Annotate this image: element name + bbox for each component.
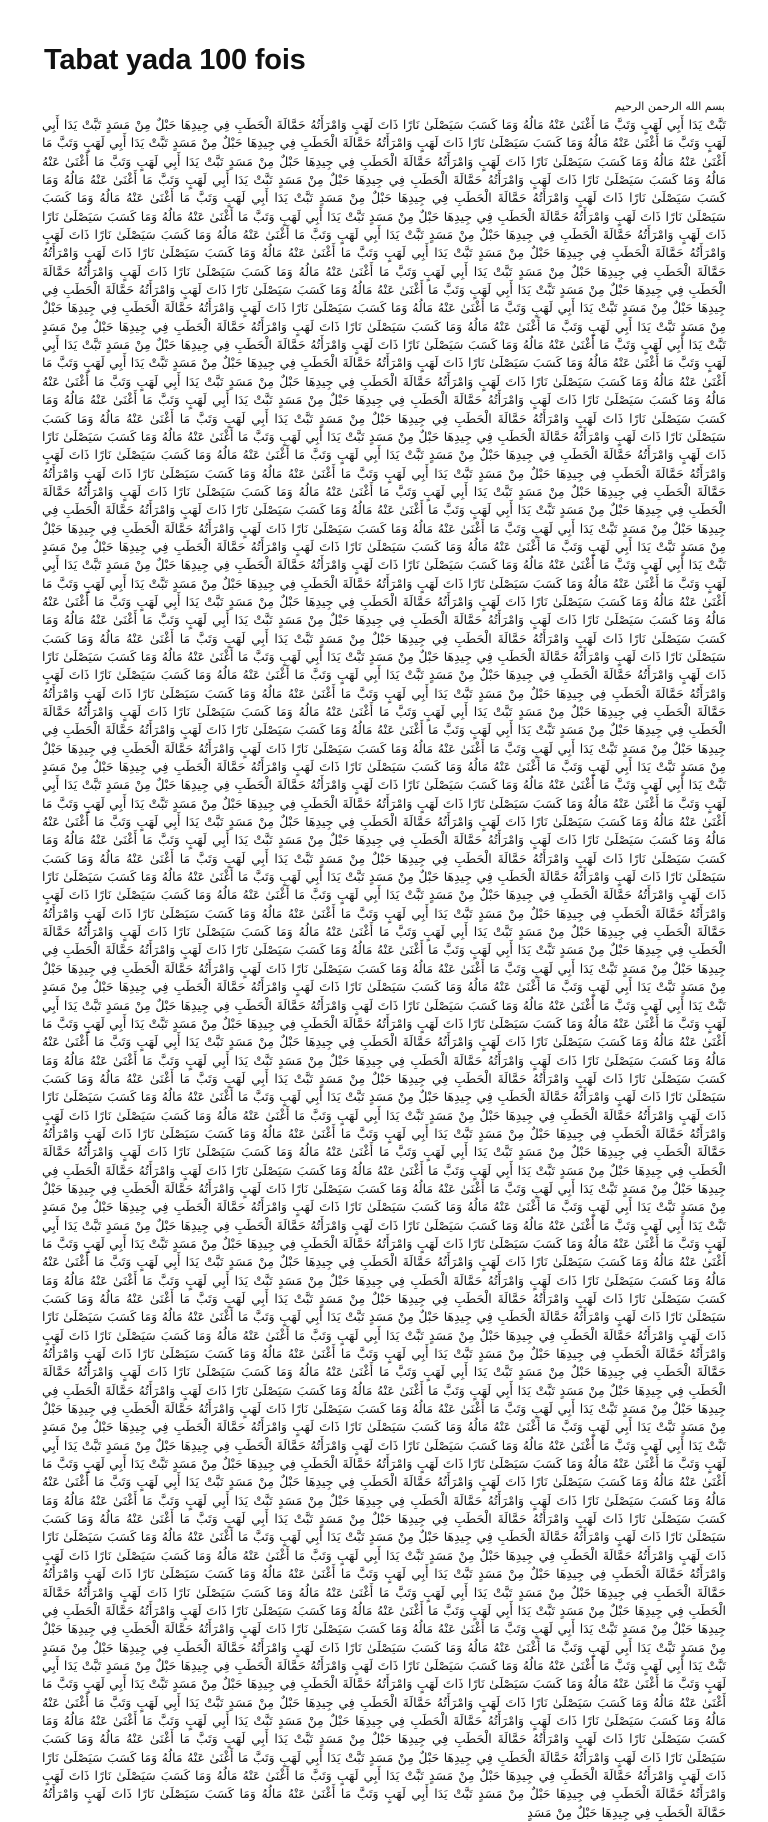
page-title: Tabat yada 100 fois (44, 44, 306, 76)
repeated-verse-text: تَبَّتْ يَدَا أَبِي لَهَبٍ وَتَبَّ مَا أَغْنَىٰ عَنْهُ مَالُهُ وَمَا كَسَبَ سَيَصْلَىٰ نَارًا ذَاتَ لَهَبٍ وَامْرَأَتُهُ حَمَّالَةَ الْحَطَبِ فِي جِيدِهَا حَبْلٌ مِنْ مَسَدٍ تَبَّتْ يَدَا أَبِي لَهَبٍ وَتَبَّ مَا أَغْنَىٰ عَنْهُ مَالُهُ وَمَا كَسَبَ سَيَصْلَىٰ نَارًا ذَاتَ لَهَبٍ وَامْرَأَتُهُ حَمَّالَةَ الْحَطَبِ فِي جِيدِهَا حَبْلٌ مِنْ مَسَدٍ تَبَّتْ يَدَا أَبِي لَهَبٍ وَتَبَّ مَا أَغْنَىٰ عَنْهُ مَالُهُ وَمَا كَسَبَ سَيَصْلَىٰ نَارًا ذَاتَ لَهَبٍ وَامْرَأَتُهُ حَمَّالَةَ الْحَطَبِ فِي جِيدِهَا حَبْلٌ مِنْ مَسَدٍ تَبَّتْ يَدَا أَبِي لَهَبٍ وَتَبَّ مَا أَغْنَىٰ عَنْهُ مَالُهُ وَمَا كَسَبَ سَيَصْلَىٰ نَارًا ذَاتَ لَهَبٍ وَامْرَأَتُهُ حَمَّالَةَ الْحَطَبِ فِي جِيدِهَا حَبْلٌ مِنْ مَسَدٍ تَبَّتْ يَدَا أَبِي لَهَبٍ وَتَبَّ مَا أَغْنَىٰ عَنْهُ مَالُهُ وَمَا كَسَبَ سَيَصْلَىٰ نَارًا ذَاتَ لَهَبٍ وَامْرَأَتُهُ حَمَّالَةَ الْحَطَبِ فِي جِيدِهَا حَبْلٌ مِنْ مَسَدٍ تَبَّتْ يَدَا أَبِي لَهَبٍ وَتَبَّ مَا أَغْنَىٰ عَنْهُ مَالُهُ وَمَا كَسَبَ سَيَصْلَىٰ نَارًا ذَاتَ لَهَبٍ وَامْرَأَتُهُ حَمَّالَةَ الْحَطَبِ فِي جِيدِهَا حَبْلٌ مِنْ مَسَدٍ تَبَّتْ يَدَا أَبِي لَهَبٍ وَتَبَّ مَا أَغْنَىٰ عَنْهُ مَالُهُ وَمَا كَسَبَ سَيَصْلَىٰ نَارًا ذَاتَ لَهَبٍ وَامْرَأَتُهُ حَمَّالَةَ الْحَطَبِ فِي جِيدِهَا حَبْلٌ مِنْ مَسَدٍ تَبَّتْ يَدَا أَبِي لَهَبٍ وَتَبَّ مَا أَغْنَىٰ عَنْهُ مَالُهُ وَمَا كَسَبَ سَيَصْلَىٰ نَارًا ذَاتَ لَهَبٍ وَامْرَأَتُهُ حَمَّالَةَ الْحَطَبِ فِي جِيدِهَا حَبْلٌ مِنْ مَسَدٍ تَبَّتْ يَدَا أَبِي لَهَبٍ وَتَبَّ مَا أَغْنَىٰ عَنْهُ مَالُهُ وَمَا كَسَبَ سَيَصْلَىٰ نَارًا ذَاتَ لَهَبٍ وَامْرَأَتُهُ حَمَّالَةَ الْحَطَبِ فِي جِيدِهَا حَبْلٌ مِنْ مَسَدٍ تَبَّتْ يَدَا أَبِي لَهَبٍ وَتَبَّ مَا أَغْنَىٰ عَنْهُ مَالُهُ وَمَا كَسَبَ سَيَصْلَىٰ نَارًا ذَاتَ لَهَبٍ وَامْرَأَتُهُ حَمَّالَةَ الْحَطَبِ فِي جِيدِهَا حَبْلٌ مِنْ مَسَدٍ تَبَّتْ يَدَا أَبِي لَهَبٍ وَتَبَّ مَا أَغْنَىٰ عَنْهُ مَالُهُ وَمَا كَسَبَ سَيَصْلَىٰ نَارًا ذَاتَ لَهَبٍ وَامْرَأَتُهُ حَمَّالَةَ الْحَطَبِ فِي جِيدِهَا حَبْلٌ مِنْ مَسَدٍ تَبَّتْ يَدَا أَبِي لَهَبٍ وَتَبَّ مَا أَغْنَىٰ عَنْهُ مَالُهُ وَمَا كَسَبَ سَيَصْلَىٰ نَارًا ذَاتَ لَهَبٍ وَامْرَأَتُهُ حَمَّالَةَ الْحَطَبِ فِي جِيدِهَا حَبْلٌ مِنْ مَسَدٍ تَبَّتْ يَدَا أَبِي لَهَبٍ وَتَبَّ مَا أَغْنَىٰ عَنْهُ مَالُهُ وَمَا كَسَبَ سَيَصْلَىٰ نَارًا ذَاتَ لَهَبٍ وَامْرَأَتُهُ حَمَّالَةَ الْحَطَبِ فِي جِيدِهَا حَبْلٌ مِنْ مَسَدٍ تَبَّتْ يَدَا أَبِي لَهَبٍ وَتَبَّ مَا أَغْنَىٰ عَنْهُ مَالُهُ وَمَا كَسَبَ سَيَصْلَىٰ نَارًا ذَاتَ لَهَبٍ وَامْرَأَتُهُ حَمَّالَةَ الْحَطَبِ فِي جِيدِهَا حَبْلٌ مِنْ مَسَدٍ تَبَّتْ يَدَا أَبِي لَهَبٍ وَتَبَّ مَا أَغْنَىٰ عَنْهُ مَالُهُ وَمَا كَسَبَ سَيَصْلَىٰ نَارًا ذَاتَ لَهَبٍ وَامْرَأَتُهُ حَمَّالَةَ الْحَطَبِ فِي جِيدِهَا حَبْلٌ مِنْ مَسَدٍ تَبَّتْ يَدَا أَبِي لَهَبٍ وَتَبَّ مَا أَغْنَىٰ عَنْهُ مَالُهُ وَمَا كَسَبَ سَيَصْلَىٰ نَارًا ذَاتَ لَهَبٍ وَامْرَأَتُهُ حَمَّالَةَ الْحَطَبِ فِي جِيدِهَا حَبْلٌ مِنْ مَسَدٍ تَبَّتْ يَدَا أَبِي لَهَبٍ وَتَبَّ مَا أَغْنَىٰ عَنْهُ مَالُهُ وَمَا كَسَبَ سَيَصْلَىٰ نَارًا ذَاتَ لَهَبٍ وَامْرَأَتُهُ حَمَّالَةَ الْحَطَبِ فِي جِيدِهَا حَبْلٌ مِنْ مَسَدٍ تَبَّتْ يَدَا أَبِي لَهَبٍ وَتَبَّ مَا أَغْنَىٰ عَنْهُ مَالُهُ وَمَا كَسَبَ سَيَصْلَىٰ نَارًا ذَاتَ لَهَبٍ وَامْرَأَتُهُ حَمَّالَةَ الْحَطَبِ فِي جِيدِهَا حَبْلٌ مِنْ مَسَدٍ تَبَّتْ يَدَا أَبِي لَهَبٍ وَتَبَّ مَا أَغْنَىٰ عَنْهُ مَالُهُ وَمَا كَسَبَ سَيَصْلَىٰ نَارًا ذَاتَ لَهَبٍ وَامْرَأَتُهُ حَمَّالَةَ الْحَطَبِ فِي جِيدِهَا حَبْلٌ مِنْ مَسَدٍ تَبَّتْ يَدَا أَبِي لَهَبٍ وَتَبَّ مَا أَغْنَىٰ عَنْهُ مَالُهُ وَمَا كَسَبَ سَيَصْلَىٰ نَارًا ذَاتَ لَهَبٍ وَامْرَأَتُهُ حَمَّالَةَ الْحَطَبِ فِي جِيدِهَا حَبْلٌ مِنْ مَسَدٍ تَبَّتْ يَدَا أَبِي لَهَبٍ وَتَبَّ مَا أَغْنَىٰ عَنْهُ مَالُهُ وَمَا كَسَبَ سَيَصْلَىٰ نَارًا ذَاتَ لَهَبٍ وَامْرَأَتُهُ حَمَّالَةَ الْحَطَبِ فِي جِيدِهَا حَبْلٌ مِنْ مَسَدٍ تَبَّتْ يَدَا أَبِي لَهَبٍ وَتَبَّ مَا أَغْنَىٰ عَنْهُ مَالُهُ وَمَا كَسَبَ سَيَصْلَىٰ نَارًا ذَاتَ لَهَبٍ وَامْرَأَتُهُ حَمَّالَةَ الْحَطَبِ فِي جِيدِهَا حَبْلٌ مِنْ مَسَدٍ تَبَّتْ يَدَا أَبِي لَهَبٍ وَتَبَّ مَا أَغْنَىٰ عَنْهُ مَالُهُ وَمَا كَسَبَ سَيَصْلَىٰ نَارًا ذَاتَ لَهَبٍ وَامْرَأَتُهُ حَمَّالَةَ الْحَطَبِ فِي جِيدِهَا حَبْلٌ مِنْ مَسَدٍ تَبَّتْ يَدَا أَبِي لَهَبٍ وَتَبَّ مَا أَغْنَىٰ عَنْهُ مَالُهُ وَمَا كَسَبَ سَيَصْلَىٰ نَارًا ذَاتَ لَهَبٍ وَامْرَأَتُهُ حَمَّالَةَ الْحَطَبِ فِي جِيدِهَا حَبْلٌ مِنْ مَسَدٍ تَبَّتْ يَدَا أَبِي لَهَبٍ وَتَبَّ مَا أَغْنَىٰ عَنْهُ مَالُهُ وَمَا كَسَبَ سَيَصْلَىٰ نَارًا ذَاتَ لَهَبٍ وَامْرَأَتُهُ حَمَّالَةَ الْحَطَبِ فِي جِيدِهَا حَبْلٌ مِنْ مَسَدٍ تَبَّتْ يَدَا أَبِي لَهَبٍ وَتَبَّ مَا أَغْنَىٰ عَنْهُ مَالُهُ وَمَا كَسَبَ سَيَصْلَىٰ نَارًا ذَاتَ لَهَبٍ وَامْرَأَتُهُ حَمَّالَةَ الْحَطَبِ فِي جِيدِهَا حَبْلٌ مِنْ مَسَدٍ تَبَّتْ يَدَا أَبِي لَهَبٍ وَتَبَّ مَا أَغْنَىٰ عَنْهُ مَالُهُ وَمَا كَسَبَ سَيَصْلَىٰ نَارًا ذَاتَ لَهَبٍ وَامْرَأَتُهُ حَمَّالَةَ الْحَطَبِ فِي جِيدِهَا حَبْلٌ مِنْ مَسَدٍ تَبَّتْ يَدَا أَبِي لَهَبٍ وَتَبَّ مَا أَغْنَىٰ عَنْهُ مَالُهُ وَمَا كَسَبَ سَيَصْلَىٰ نَارًا ذَاتَ لَهَبٍ وَامْرَأَتُهُ حَمَّالَةَ الْحَطَبِ فِي جِيدِهَا حَبْلٌ مِنْ مَسَدٍ تَبَّتْ يَدَا أَبِي لَهَبٍ وَتَبَّ مَا أَغْنَىٰ عَنْهُ مَالُهُ وَمَا كَسَبَ سَيَصْلَىٰ نَارًا ذَاتَ لَهَبٍ وَامْرَأَتُهُ حَمَّالَةَ الْحَطَبِ فِي جِيدِهَا حَبْلٌ مِنْ مَسَدٍ تَبَّتْ يَدَا أَبِي لَهَبٍ وَتَبَّ مَا أَغْنَىٰ عَنْهُ مَالُهُ وَمَا كَسَبَ سَيَصْلَىٰ نَارًا ذَاتَ لَهَبٍ وَامْرَأَتُهُ حَمَّالَةَ الْحَطَبِ فِي جِيدِهَا حَبْلٌ مِنْ مَسَدٍ تَبَّتْ يَدَا أَبِي لَهَبٍ وَتَبَّ مَا أَغْنَىٰ عَنْهُ مَالُهُ وَمَا كَسَبَ سَيَصْلَىٰ نَارًا ذَاتَ لَهَبٍ وَامْرَأَتُهُ حَمَّالَةَ الْحَطَبِ فِي جِيدِهَا حَبْلٌ مِنْ مَسَدٍ تَبَّتْ يَدَا أَبِي لَهَبٍ وَتَبَّ مَا أَغْنَىٰ عَنْهُ مَالُهُ وَمَا كَسَبَ سَيَصْلَىٰ نَارًا ذَاتَ لَهَبٍ وَامْرَأَتُهُ حَمَّالَةَ الْحَطَبِ فِي جِيدِهَا حَبْلٌ مِنْ مَسَدٍ تَبَّتْ يَدَا أَبِي لَهَبٍ وَتَبَّ مَا أَغْنَىٰ عَنْهُ مَالُهُ وَمَا كَسَبَ سَيَصْلَىٰ نَارًا ذَاتَ لَهَبٍ وَامْرَأَتُهُ حَمَّالَةَ الْحَطَبِ فِي جِيدِهَا حَبْلٌ مِنْ مَسَدٍ تَبَّتْ يَدَا أَبِي لَهَبٍ وَتَبَّ مَا أَغْنَىٰ عَنْهُ مَالُهُ وَمَا كَسَبَ سَيَصْلَىٰ نَارًا ذَاتَ لَهَبٍ وَامْرَأَتُهُ حَمَّالَةَ الْحَطَبِ فِي جِيدِهَا حَبْلٌ مِنْ مَسَدٍ تَبَّتْ يَدَا أَبِي لَهَبٍ وَتَبَّ مَا أَغْنَىٰ عَنْهُ مَالُهُ وَمَا كَسَبَ سَيَصْلَىٰ نَارًا ذَاتَ لَهَبٍ وَامْرَأَتُهُ حَمَّالَةَ الْحَطَبِ فِي جِيدِهَا حَبْلٌ مِنْ مَسَدٍ تَبَّتْ يَدَا أَبِي لَهَبٍ وَتَبَّ مَا أَغْنَىٰ عَنْهُ مَالُهُ وَمَا كَسَبَ سَيَصْلَىٰ نَارًا ذَاتَ لَهَبٍ وَامْرَأَتُهُ حَمَّالَةَ الْحَطَبِ فِي جِيدِهَا حَبْلٌ مِنْ مَسَدٍ تَبَّتْ يَدَا أَبِي لَهَبٍ وَتَبَّ مَا أَغْنَىٰ عَنْهُ مَالُهُ وَمَا كَسَبَ سَيَصْلَىٰ نَارًا ذَاتَ لَهَبٍ وَامْرَأَتُهُ حَمَّالَةَ الْحَطَبِ فِي جِيدِهَا حَبْلٌ مِنْ مَسَدٍ تَبَّتْ يَدَا أَبِي لَهَبٍ وَتَبَّ مَا أَغْنَىٰ عَنْهُ مَالُهُ وَمَا كَسَبَ سَيَصْلَىٰ نَارًا ذَاتَ لَهَبٍ وَامْرَأَتُهُ حَمَّالَةَ الْحَطَبِ فِي جِيدِهَا حَبْلٌ مِنْ مَسَدٍ تَبَّتْ يَدَا أَبِي لَهَبٍ وَتَبَّ مَا أَغْنَىٰ عَنْهُ مَالُهُ وَمَا كَسَبَ سَيَصْلَىٰ نَارًا ذَاتَ لَهَبٍ وَامْرَأَتُهُ حَمَّالَةَ الْحَطَبِ فِي جِيدِهَا حَبْلٌ مِنْ مَسَدٍ تَبَّتْ يَدَا أَبِي لَهَبٍ وَتَبَّ مَا أَغْنَىٰ عَنْهُ مَالُهُ وَمَا كَسَبَ سَيَصْلَىٰ نَارًا ذَاتَ لَهَبٍ وَامْرَأَتُهُ حَمَّالَةَ الْحَطَبِ فِي جِيدِهَا حَبْلٌ مِنْ مَسَدٍ تَبَّتْ يَدَا أَبِي لَهَبٍ وَتَبَّ مَا أَغْنَىٰ عَنْهُ مَالُهُ وَمَا كَسَبَ سَيَصْلَىٰ نَارًا ذَاتَ لَهَبٍ وَامْرَأَتُهُ حَمَّالَةَ الْحَطَبِ فِي جِيدِهَا حَبْلٌ مِنْ مَسَدٍ تَبَّتْ يَدَا أَبِي لَهَبٍ وَتَبَّ مَا أَغْنَىٰ عَنْهُ مَالُهُ وَمَا كَسَبَ سَيَصْلَىٰ نَارًا ذَاتَ لَهَبٍ وَامْرَأَتُهُ حَمَّالَةَ الْحَطَبِ فِي جِيدِهَا حَبْلٌ مِنْ مَسَدٍ تَبَّتْ يَدَا أَبِي لَهَبٍ وَتَبَّ مَا أَغْنَىٰ عَنْهُ مَالُهُ وَمَا كَسَبَ سَيَصْلَىٰ نَارًا ذَاتَ لَهَبٍ وَامْرَأَتُهُ حَمَّالَةَ الْحَطَبِ فِي جِيدِهَا حَبْلٌ مِنْ مَسَدٍ تَبَّتْ يَدَا أَبِي لَهَبٍ وَتَبَّ مَا أَغْنَىٰ عَنْهُ مَالُهُ وَمَا كَسَبَ سَيَصْلَىٰ نَارًا ذَاتَ لَهَبٍ وَامْرَأَتُهُ حَمَّالَةَ الْحَطَبِ فِي جِيدِهَا حَبْلٌ مِنْ مَسَدٍ تَبَّتْ يَدَا أَبِي لَهَبٍ وَتَبَّ مَا أَغْنَىٰ عَنْهُ مَالُهُ وَمَا كَسَبَ سَيَصْلَىٰ نَارًا ذَاتَ لَهَبٍ وَامْرَأَتُهُ حَمَّالَةَ الْحَطَبِ فِي جِيدِهَا حَبْلٌ مِنْ مَسَدٍ تَبَّتْ يَدَا أَبِي لَهَبٍ وَتَبَّ مَا أَغْنَىٰ عَنْهُ مَالُهُ وَمَا كَسَبَ سَيَصْلَىٰ نَارًا ذَاتَ لَهَبٍ وَامْرَأَتُهُ حَمَّالَةَ الْحَطَبِ فِي جِيدِهَا حَبْلٌ مِنْ مَسَدٍ تَبَّتْ يَدَا أَبِي لَهَبٍ وَتَبَّ مَا أَغْنَىٰ عَنْهُ مَالُهُ وَمَا كَسَبَ سَيَصْلَىٰ نَارًا ذَاتَ لَهَبٍ وَامْرَأَتُهُ حَمَّالَةَ الْحَطَبِ فِي جِيدِهَا حَبْلٌ مِنْ مَسَدٍ تَبَّتْ يَدَا أَبِي لَهَبٍ وَتَبَّ مَا أَغْنَىٰ عَنْهُ مَالُهُ وَمَا كَسَبَ سَيَصْلَىٰ نَارًا ذَاتَ لَهَبٍ وَامْرَأَتُهُ حَمَّالَةَ الْحَطَبِ فِي جِيدِهَا حَبْلٌ مِنْ مَسَدٍ تَبَّتْ يَدَا أَبِي لَهَبٍ وَتَبَّ مَا أَغْنَىٰ عَنْهُ مَالُهُ وَمَا كَسَبَ سَيَصْلَىٰ نَارًا ذَاتَ لَهَبٍ وَامْرَأَتُهُ حَمَّالَةَ الْحَطَبِ فِي جِيدِهَا حَبْلٌ مِنْ مَسَدٍ تَبَّتْ يَدَا أَبِي لَهَبٍ وَتَبَّ مَا أَغْنَىٰ عَنْهُ مَالُهُ وَمَا كَسَبَ سَيَصْلَىٰ نَارًا ذَاتَ لَهَبٍ وَامْرَأَتُهُ حَمَّالَةَ الْحَطَبِ فِي جِيدِهَا حَبْلٌ مِنْ مَسَدٍ تَبَّتْ يَدَا أَبِي لَهَبٍ وَتَبَّ مَا أَغْنَىٰ عَنْهُ مَالُهُ وَمَا كَسَبَ سَيَصْلَىٰ نَارًا ذَاتَ لَهَبٍ وَامْرَأَتُهُ حَمَّالَةَ الْحَطَبِ فِي جِيدِهَا حَبْلٌ مِنْ مَسَدٍ تَبَّتْ يَدَا أَبِي لَهَبٍ وَتَبَّ مَا أَغْنَىٰ عَنْهُ مَالُهُ وَمَا كَسَبَ سَيَصْلَىٰ نَارًا ذَاتَ لَهَبٍ وَامْرَأَتُهُ حَمَّالَةَ الْحَطَبِ فِي جِيدِهَا حَبْلٌ مِنْ مَسَدٍ تَبَّتْ يَدَا أَبِي لَهَبٍ وَتَبَّ مَا أَغْنَىٰ عَنْهُ مَالُهُ وَمَا كَسَبَ سَيَصْلَىٰ نَارًا ذَاتَ لَهَبٍ وَامْرَأَتُهُ حَمَّالَةَ الْحَطَبِ فِي جِيدِهَا حَبْلٌ مِنْ مَسَدٍ تَبَّتْ يَدَا أَبِي لَهَبٍ وَتَبَّ مَا أَغْنَىٰ عَنْهُ مَالُهُ وَمَا كَسَبَ سَيَصْلَىٰ نَارًا ذَاتَ لَهَبٍ وَامْرَأَتُهُ حَمَّالَةَ الْحَطَبِ فِي جِيدِهَا حَبْلٌ مِنْ مَسَدٍ تَبَّتْ يَدَا أَبِي لَهَبٍ وَتَبَّ مَا أَغْنَىٰ عَنْهُ مَالُهُ وَمَا كَسَبَ سَيَصْلَىٰ نَارًا ذَاتَ لَهَبٍ وَامْرَأَتُهُ حَمَّالَةَ الْحَطَبِ فِي جِيدِهَا حَبْلٌ مِنْ مَسَدٍ تَبَّتْ يَدَا أَبِي لَهَبٍ وَتَبَّ مَا أَغْنَىٰ عَنْهُ مَالُهُ وَمَا كَسَبَ سَيَصْلَىٰ نَارًا ذَاتَ لَهَبٍ وَامْرَأَتُهُ حَمَّالَةَ الْحَطَبِ فِي جِيدِهَا حَبْلٌ مِنْ مَسَدٍ تَبَّتْ يَدَا أَبِي لَهَبٍ وَتَبَّ مَا أَغْنَىٰ عَنْهُ مَالُهُ وَمَا كَسَبَ سَيَصْلَىٰ نَارًا ذَاتَ لَهَبٍ وَامْرَأَتُهُ حَمَّالَةَ الْحَطَبِ فِي جِيدِهَا حَبْلٌ مِنْ مَسَدٍ تَبَّتْ يَدَا أَبِي لَهَبٍ وَتَبَّ مَا أَغْنَىٰ عَنْهُ مَالُهُ وَمَا كَسَبَ سَيَصْلَىٰ نَارًا ذَاتَ لَهَبٍ وَامْرَأَتُهُ حَمَّالَةَ الْحَطَبِ فِي جِيدِهَا حَبْلٌ مِنْ مَسَدٍ تَبَّتْ يَدَا أَبِي لَهَبٍ وَتَبَّ مَا أَغْنَىٰ عَنْهُ مَالُهُ وَمَا كَسَبَ سَيَصْلَىٰ نَارًا ذَاتَ لَهَبٍ وَامْرَأَتُهُ حَمَّالَةَ الْحَطَبِ فِي جِيدِهَا حَبْلٌ مِنْ مَسَدٍ تَبَّتْ يَدَا أَبِي لَهَبٍ وَتَبَّ مَا أَغْنَىٰ عَنْهُ مَالُهُ وَمَا كَسَبَ سَيَصْلَىٰ نَارًا ذَاتَ لَهَبٍ وَامْرَأَتُهُ حَمَّالَةَ الْحَطَبِ فِي جِيدِهَا حَبْلٌ مِنْ مَسَدٍ تَبَّتْ يَدَا أَبِي لَهَبٍ وَتَبَّ مَا أَغْنَىٰ عَنْهُ مَالُهُ وَمَا كَسَبَ سَيَصْلَىٰ نَارًا ذَاتَ لَهَبٍ وَامْرَأَتُهُ حَمَّالَةَ الْحَطَبِ فِي جِيدِهَا حَبْلٌ مِنْ مَسَدٍ تَبَّتْ يَدَا أَبِي لَهَبٍ وَتَبَّ مَا أَغْنَىٰ عَنْهُ مَالُهُ وَمَا كَسَبَ سَيَصْلَىٰ نَارًا ذَاتَ لَهَبٍ وَامْرَأَتُهُ حَمَّالَةَ الْحَطَبِ فِي جِيدِهَا حَبْلٌ مِنْ مَسَدٍ تَبَّتْ يَدَا أَبِي لَهَبٍ وَتَبَّ مَا أَغْنَىٰ عَنْهُ مَالُهُ وَمَا كَسَبَ سَيَصْلَىٰ نَارًا ذَاتَ لَهَبٍ وَامْرَأَتُهُ حَمَّالَةَ الْحَطَبِ فِي جِيدِهَا حَبْلٌ مِنْ مَسَدٍ تَبَّتْ يَدَا أَبِي لَهَبٍ وَتَبَّ مَا أَغْنَىٰ عَنْهُ مَالُهُ وَمَا كَسَبَ سَيَصْلَىٰ نَارًا ذَاتَ لَهَبٍ وَامْرَأَتُهُ حَمَّالَةَ الْحَطَبِ فِي جِيدِهَا حَبْلٌ مِنْ مَسَدٍ تَبَّتْ يَدَا أَبِي لَهَبٍ وَتَبَّ مَا أَغْنَىٰ عَنْهُ مَالُهُ وَمَا كَسَبَ سَيَصْلَىٰ نَارًا ذَاتَ لَهَبٍ وَامْرَأَتُهُ حَمَّالَةَ الْحَطَبِ فِي جِيدِهَا حَبْلٌ مِنْ مَسَدٍ تَبَّتْ يَدَا أَبِي لَهَبٍ وَتَبَّ مَا أَغْنَىٰ عَنْهُ مَالُهُ وَمَا كَسَبَ سَيَصْلَىٰ نَارًا ذَاتَ لَهَبٍ وَامْرَأَتُهُ حَمَّالَةَ الْحَطَبِ فِي جِيدِهَا حَبْلٌ مِنْ مَسَدٍ تَبَّتْ يَدَا أَبِي لَهَبٍ وَتَبَّ مَا أَغْنَىٰ عَنْهُ مَالُهُ وَمَا كَسَبَ سَيَصْلَىٰ نَارًا ذَاتَ لَهَبٍ وَامْرَأَتُهُ حَمَّالَةَ الْحَطَبِ فِي جِيدِهَا حَبْلٌ مِنْ مَسَدٍ تَبَّتْ يَدَا أَبِي لَهَبٍ وَتَبَّ مَا أَغْنَىٰ عَنْهُ مَالُهُ وَمَا كَسَبَ سَيَصْلَىٰ نَارًا ذَاتَ لَهَبٍ وَامْرَأَتُهُ حَمَّالَةَ الْحَطَبِ فِي جِيدِهَا حَبْلٌ مِنْ مَسَدٍ تَبَّتْ يَدَا أَبِي لَهَبٍ وَتَبَّ مَا أَغْنَىٰ عَنْهُ مَالُهُ وَمَا كَسَبَ سَيَصْلَىٰ نَارًا ذَاتَ لَهَبٍ وَامْرَأَتُهُ حَمَّالَةَ الْحَطَبِ فِي جِيدِهَا حَبْلٌ مِنْ مَسَدٍ تَبَّتْ يَدَا أَبِي لَهَبٍ وَتَبَّ مَا أَغْنَىٰ عَنْهُ مَالُهُ وَمَا كَسَبَ سَيَصْلَىٰ نَارًا ذَاتَ لَهَبٍ وَامْرَأَتُهُ حَمَّالَةَ الْحَطَبِ فِي جِيدِهَا حَبْلٌ مِنْ مَسَدٍ تَبَّتْ يَدَا أَبِي لَهَبٍ وَتَبَّ مَا أَغْنَىٰ عَنْهُ مَالُهُ وَمَا كَسَبَ سَيَصْلَىٰ نَارًا ذَاتَ لَهَبٍ وَامْرَأَتُهُ حَمَّالَةَ الْحَطَبِ فِي جِيدِهَا حَبْلٌ مِنْ مَسَدٍ تَبَّتْ يَدَا أَبِي لَهَبٍ وَتَبَّ مَا أَغْنَىٰ عَنْهُ مَالُهُ وَمَا كَسَبَ سَيَصْلَىٰ نَارًا ذَاتَ لَهَبٍ وَامْرَأَتُهُ حَمَّالَةَ الْحَطَبِ فِي جِيدِهَا حَبْلٌ مِنْ مَسَدٍ تَبَّتْ يَدَا أَبِي لَهَبٍ وَتَبَّ مَا أَغْنَىٰ عَنْهُ مَالُهُ وَمَا كَسَبَ سَيَصْلَىٰ نَارًا ذَاتَ لَهَبٍ وَامْرَأَتُهُ حَمَّالَةَ الْحَطَبِ فِي جِيدِهَا حَبْلٌ مِنْ مَسَدٍ تَبَّتْ يَدَا أَبِي لَهَبٍ وَتَبَّ مَا أَغْنَىٰ عَنْهُ مَالُهُ وَمَا كَسَبَ سَيَصْلَىٰ نَارًا ذَاتَ لَهَبٍ وَامْرَأَتُهُ حَمَّالَةَ الْحَطَبِ فِي جِيدِهَا حَبْلٌ مِنْ مَسَدٍ تَبَّتْ يَدَا أَبِي لَهَبٍ وَتَبَّ مَا أَغْنَىٰ عَنْهُ مَالُهُ وَمَا كَسَبَ سَيَصْلَىٰ نَارًا ذَاتَ لَهَبٍ وَامْرَأَتُهُ حَمَّالَةَ الْحَطَبِ فِي جِيدِهَا حَبْلٌ مِنْ مَسَدٍ تَبَّتْ يَدَا أَبِي لَهَبٍ وَتَبَّ مَا أَغْنَىٰ عَنْهُ مَالُهُ وَمَا كَسَبَ سَيَصْلَىٰ نَارًا ذَاتَ لَهَبٍ وَامْرَأَتُهُ حَمَّالَةَ الْحَطَبِ فِي جِيدِهَا حَبْلٌ مِنْ مَسَدٍ تَبَّتْ يَدَا أَبِي لَهَبٍ وَتَبَّ مَا أَغْنَىٰ عَنْهُ مَالُهُ وَمَا كَسَبَ سَيَصْلَىٰ نَارًا ذَاتَ لَهَبٍ وَامْرَأَتُهُ حَمَّالَةَ الْحَطَبِ فِي جِيدِهَا حَبْلٌ مِنْ مَسَدٍ تَبَّتْ يَدَا أَبِي لَهَبٍ وَتَبَّ مَا أَغْنَىٰ عَنْهُ مَالُهُ وَمَا كَسَبَ سَيَصْلَىٰ نَارًا ذَاتَ لَهَبٍ وَامْرَأَتُهُ حَمَّالَةَ الْحَطَبِ فِي جِيدِهَا حَبْلٌ مِنْ مَسَدٍ تَبَّتْ يَدَا أَبِي لَهَبٍ وَتَبَّ مَا أَغْنَىٰ عَنْهُ مَالُهُ وَمَا كَسَبَ سَيَصْلَىٰ نَارًا ذَاتَ لَهَبٍ وَامْرَأَتُهُ حَمَّالَةَ الْحَطَبِ فِي جِيدِهَا حَبْلٌ مِنْ مَسَدٍ تَبَّتْ يَدَا أَبِي لَهَبٍ وَتَبَّ مَا أَغْنَىٰ عَنْهُ مَالُهُ وَمَا كَسَبَ سَيَصْلَىٰ نَارًا ذَاتَ لَهَبٍ وَامْرَأَتُهُ حَمَّالَةَ الْحَطَبِ فِي جِيدِهَا حَبْلٌ مِنْ مَسَدٍ تَبَّتْ يَدَا أَبِي لَهَبٍ وَتَبَّ مَا أَغْنَىٰ عَنْهُ مَالُهُ وَمَا كَسَبَ سَيَصْلَىٰ نَارًا ذَاتَ لَهَبٍ وَامْرَأَتُهُ حَمَّالَةَ الْحَطَبِ فِي جِيدِهَا حَبْلٌ مِنْ مَسَدٍ تَبَّتْ يَدَا أَبِي لَهَبٍ وَتَبَّ مَا أَغْنَىٰ عَنْهُ مَالُهُ وَمَا كَسَبَ سَيَصْلَىٰ نَارًا ذَاتَ لَهَبٍ وَامْرَأَتُهُ حَمَّالَةَ الْحَطَبِ فِي جِيدِهَا حَبْلٌ مِنْ مَسَدٍ تَبَّتْ يَدَا أَبِي لَهَبٍ وَتَبَّ مَا أَغْنَىٰ عَنْهُ مَالُهُ وَمَا كَسَبَ سَيَصْلَىٰ نَارًا ذَاتَ لَهَبٍ وَامْرَأَتُهُ حَمَّالَةَ الْحَطَبِ فِي جِيدِهَا حَبْلٌ مِنْ مَسَدٍ تَبَّتْ يَدَا أَبِي لَهَبٍ وَتَبَّ مَا أَغْنَىٰ عَنْهُ مَالُهُ وَمَا كَسَبَ سَيَصْلَىٰ نَارًا ذَاتَ لَهَبٍ وَامْرَأَتُهُ حَمَّالَةَ الْحَطَبِ فِي جِيدِهَا حَبْلٌ مِنْ مَسَدٍ تَبَّتْ يَدَا أَبِي لَهَبٍ وَتَبَّ مَا أَغْنَىٰ عَنْهُ مَالُهُ وَمَا كَسَبَ سَيَصْلَىٰ نَارًا ذَاتَ لَهَبٍ وَامْرَأَتُهُ حَمَّالَةَ الْحَطَبِ فِي جِيدِهَا حَبْلٌ مِنْ مَسَدٍ تَبَّتْ يَدَا أَبِي لَهَبٍ وَتَبَّ مَا أَغْنَىٰ عَنْهُ مَالُهُ وَمَا كَسَبَ سَيَصْلَىٰ نَارًا ذَاتَ لَهَبٍ وَامْرَأَتُهُ حَمَّالَةَ الْحَطَبِ فِي جِيدِهَا حَبْلٌ مِنْ مَسَدٍ تَبَّتْ يَدَا أَبِي لَهَبٍ وَتَبَّ مَا أَغْنَىٰ عَنْهُ مَالُهُ وَمَا كَسَبَ سَيَصْلَىٰ نَارًا ذَاتَ لَهَبٍ وَامْرَأَتُهُ حَمَّالَةَ الْحَطَبِ فِي جِيدِهَا حَبْلٌ مِنْ مَسَدٍ تَبَّتْ يَدَا أَبِي لَهَبٍ وَتَبَّ مَا أَغْنَىٰ عَنْهُ مَالُهُ وَمَا كَسَبَ سَيَصْلَىٰ نَارًا ذَاتَ لَهَبٍ وَامْرَأَتُهُ حَمَّالَةَ الْحَطَبِ فِي جِيدِهَا حَبْلٌ مِنْ مَسَدٍ تَبَّتْ يَدَا أَبِي لَهَبٍ وَتَبَّ مَا أَغْنَىٰ عَنْهُ مَالُهُ وَمَا كَسَبَ سَيَصْلَىٰ نَارًا ذَاتَ لَهَبٍ وَامْرَأَتُهُ حَمَّالَةَ الْحَطَبِ فِي جِيدِهَا حَبْلٌ مِنْ مَسَدٍ تَبَّتْ يَدَا أَبِي لَهَبٍ وَتَبَّ مَا أَغْنَىٰ عَنْهُ مَالُهُ وَمَا كَسَبَ سَيَصْلَىٰ نَارًا ذَاتَ لَهَبٍ وَامْرَأَتُهُ حَمَّالَةَ الْحَطَبِ فِي جِيدِهَا حَبْلٌ مِنْ مَسَدٍ تَبَّتْ يَدَا أَبِي لَهَبٍ وَتَبَّ مَا أَغْنَىٰ عَنْهُ مَالُهُ وَمَا كَسَبَ سَيَصْلَىٰ نَارًا ذَاتَ لَهَبٍ وَامْرَأَتُهُ حَمَّالَةَ الْحَطَبِ فِي جِيدِهَا حَبْلٌ مِنْ مَسَدٍ تَبَّتْ يَدَا أَبِي لَهَبٍ وَتَبَّ مَا أَغْنَىٰ عَنْهُ مَالُهُ وَمَا كَسَبَ سَيَصْلَىٰ نَارًا ذَاتَ لَهَبٍ وَامْرَأَتُهُ حَمَّالَةَ الْحَطَبِ فِي جِيدِهَا حَبْلٌ مِنْ مَسَدٍ تَبَّتْ يَدَا أَبِي لَهَبٍ وَتَبَّ مَا أَغْنَىٰ عَنْهُ مَالُهُ وَمَا كَسَبَ سَيَصْلَىٰ نَارًا ذَاتَ لَهَبٍ وَامْرَأَتُهُ حَمَّالَةَ الْحَطَبِ فِي جِيدِهَا حَبْلٌ مِنْ مَسَدٍ تَبَّتْ يَدَا أَبِي لَهَبٍ وَتَبَّ مَا أَغْنَىٰ عَنْهُ مَالُهُ وَمَا كَسَبَ سَيَصْلَىٰ نَارًا ذَاتَ لَهَبٍ وَامْرَأَتُهُ حَمَّالَةَ الْحَطَبِ فِي جِيدِهَا حَبْلٌ مِنْ مَسَدٍ تَبَّتْ يَدَا أَبِي لَهَبٍ وَتَبَّ مَا أَغْنَىٰ عَنْهُ مَالُهُ وَمَا كَسَبَ سَيَصْلَىٰ نَارًا ذَاتَ لَهَبٍ وَامْرَأَتُهُ حَمَّالَةَ الْحَطَبِ فِي جِيدِهَا حَبْلٌ مِنْ مَسَدٍ تَبَّتْ يَدَا أَبِي لَهَبٍ وَتَبَّ مَا أَغْنَىٰ عَنْهُ مَالُهُ وَمَا كَسَبَ سَيَصْلَىٰ نَارًا ذَاتَ لَهَبٍ وَامْرَأَتُهُ حَمَّالَةَ الْحَطَبِ فِي جِيدِهَا حَبْلٌ مِنْ مَسَدٍ تَبَّتْ يَدَا أَبِي لَهَبٍ وَتَبَّ مَا أَغْنَىٰ عَنْهُ مَالُهُ وَمَا كَسَبَ سَيَصْلَىٰ نَارًا ذَاتَ لَهَبٍ وَامْرَأَتُهُ حَمَّالَةَ الْحَطَبِ فِي جِيدِهَا حَبْلٌ مِنْ مَسَدٍ تَبَّتْ يَدَا أَبِي لَهَبٍ وَتَبَّ مَا أَغْنَىٰ عَنْهُ مَالُهُ وَمَا كَسَبَ سَيَصْلَىٰ نَارًا ذَاتَ لَهَبٍ وَامْرَأَتُهُ حَمَّالَةَ الْحَطَبِ فِي جِيدِهَا حَبْلٌ مِنْ مَسَدٍ تَبَّتْ يَدَا أَبِي لَهَبٍ وَتَبَّ مَا أَغْنَىٰ عَنْهُ مَالُهُ وَمَا كَسَبَ سَيَصْلَىٰ نَارًا ذَاتَ لَهَبٍ وَامْرَأَتُهُ حَمَّالَةَ الْحَطَبِ فِي جِيدِهَا حَبْلٌ مِنْ مَسَدٍ تَبَّتْ يَدَا أَبِي لَهَبٍ وَتَبَّ مَا أَغْنَىٰ عَنْهُ مَالُهُ وَمَا كَسَبَ سَيَصْلَىٰ نَارًا ذَاتَ لَهَبٍ وَامْرَأَتُهُ حَمَّالَةَ الْحَطَبِ فِي جِيدِهَا حَبْلٌ مِنْ مَسَدٍ (42, 117, 726, 1820)
basmala-heading: بسم الله الرحمن الرحيم (614, 100, 725, 113)
